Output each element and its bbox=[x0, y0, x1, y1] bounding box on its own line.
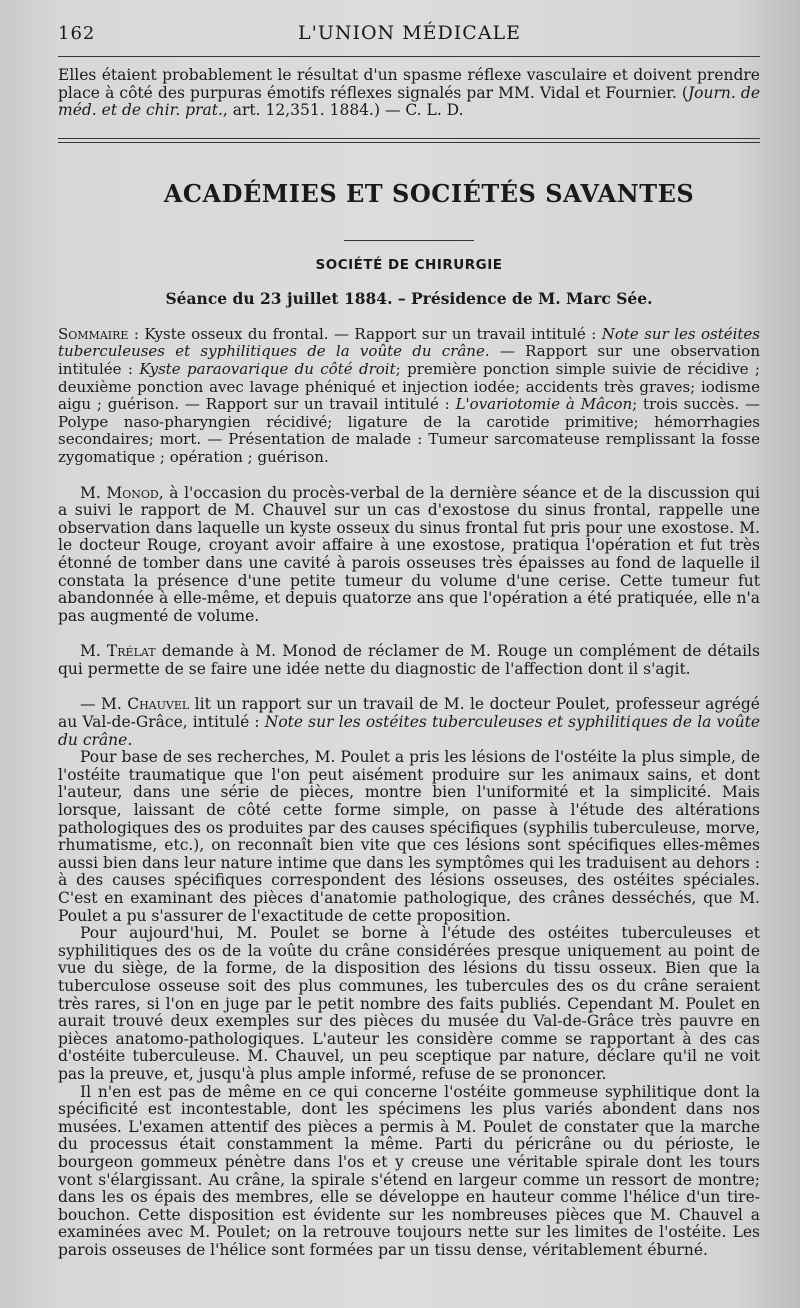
summary-title-2: Kyste paraovarique du côté droit bbox=[139, 359, 396, 378]
poulet-research-paragraph: Pour base de ses recherches, M. Poulet a pris les lésions de l'ostéite la plus simple, de l'ostéite traumatique que l'on peut aisément produire sur les animaux sains, et dont l'auteur, dans une série de pièces, montre bien l'uniformité et la simplicité. Mais lorsque, laissant de côté cette forme simple, on passe à l'étude des altérations pathologiques des os produites par des causes spécifiques (syphilis tuberculeuse, morve, rhumatisme, etc.), on reconnaît bien vite que ces lésions sont spécifiques elles-mêmes aussi bien dans leur nature intime que dans les symptômes qui les traduisent au dehors : à des causes spécifiques correspondent des lésions osseuses, des ostéites spéciales. C'est en examinant des pièces d'anatomie pathologique, des crânes desséchés, que M. Poulet a pu s'assurer de l'exactitude de cette proposition. bbox=[58, 748, 760, 925]
tuberculous-osteitis-paragraph: Pour aujourd'hui, M. Poulet se borne à l'étude des ostéites tuberculeuses et syphilitiques des os de la voûte du crâne considérées presque uniquement au point de vue du siège, de la forme, de la disposition des lésions du tissu osseux. Bien que la tuberculose osseuse soit des plus communes, les tubercules des os du crâne seraient très rares, si l'on en juge par le petit nombre des faits publiés. Cependant M. Poulet en aurait trouvé deux exemples sur des pièces du musée du Val-de-Grâce très pauvre en pièces anatomo-pathologiques. L'auteur les considère comme se rapportant à des cas d'ostéite tuberculeuse. M. Chauvel, un peu sceptique par nature, déclare qu'il ne voit pas la preuve, et, jusqu'à plus ample informé, refuse de se prononcer. bbox=[58, 924, 760, 1083]
title-rule bbox=[344, 240, 474, 241]
monod-paragraph bbox=[58, 485, 760, 626]
chauvel-end: . bbox=[127, 730, 133, 749]
session-heading: Séance du 23 juillet 1884. – Présidence de M. Marc Sée. bbox=[165, 288, 653, 308]
speaker-monod: M. Monod bbox=[80, 483, 159, 502]
summary-part-4: ; trois succès. — Polype naso-pharyngien récidivé; ligature de la carotide primitive; hémorrhagies secondaires; mort. — Présentation de malade : Tumeur sarcomateuse remplissant la fosse zygomatique ; opération ; guérison. bbox=[58, 395, 760, 466]
speaker-trelat: M. Trélat bbox=[80, 642, 156, 661]
society-heading: SOCIÉTÉ DE CHIRURGIE bbox=[315, 256, 503, 273]
summary-title-1: Note sur les ostéites tuberculeuses et syphilitiques de la voûte du crâne bbox=[58, 324, 760, 361]
intro-paragraph bbox=[58, 67, 760, 120]
trelat-paragraph bbox=[58, 643, 760, 678]
summary-paragraph bbox=[58, 326, 760, 467]
monod-text: , à l'occasion du procès-verbal de la dernière séance et de la discussion qui a suivi le rapport de M. Chauvel sur un cas d'exostose du sinus frontal, rappelle une observation dans laquelle un kyste osseux du sinus frontal fut pris pour une exostose. M. le docteur Rouge, croyant avoir affaire à une exostose, pratiqua l'opération et fut très étonné de tomber dans une cavité à parois osseuses très épaisses au fond de laquelle il constata la présence d'une petite tumeur du volume d'une cerise. Cette tumeur fut abandonnée à elle-même, et depuis quatorze ans que l'opération a été pratiquée, elle n'a pas augmenté de volume. bbox=[58, 483, 760, 625]
trelat-text: demande à M. Monod de réclamer de M. Rouge un complément de détails qui permette de se faire une idée nette du diagnostic de l'affection dont il s'agit. bbox=[58, 642, 760, 678]
chauvel-title: Note sur les ostéites tuberculeuses et syphilitiques de la voûte du crâne bbox=[58, 713, 760, 749]
summary-part-2: . — Rapport sur une observation intitulée : bbox=[58, 342, 760, 378]
intro-citation: Journ. de méd. et de chir. prat. bbox=[58, 83, 760, 120]
summary-title-3: L'ovariotomie à Mâcon bbox=[455, 395, 633, 414]
syphilitic-osteitis-paragraph: Il n'en est pas de même en ce qui concerne l'ostéite gommeuse syphilitique dont la spécificité est incontestable, dont les spécimens les plus variés abondent dans nos musées. L'examen attentif des pièces a permis à M. Poulet de constater que la marche du processus était constamment la même. Parti du péricrâne ou du périoste, le bourgeon gommeux pénètre dans l'os et y creuse une véritable spirale dont les tours vont s'élargissant. Au crâne, la spirale s'étend en largeur comme un ressort de montre; dans les os épais des membres, elle se développe en hauteur comme l'hélice d'un tire-bouchon. Cette disposition est évidente sur les nombreuses pièces que M. Chauvel a examinées avec M. Poulet; on la retrouve toujours nette sur les limites de l'ostéite. Les parois osseuses de l'hélice sont formées par un tissu dense, véritablement éburné. bbox=[58, 1082, 760, 1259]
summary-part-3: ; première ponction simple suivie de récidive ; deuxième ponction avec lavage phéniqué et injection iodée; accidents très graves; iodisme aigu ; guérison. — Rapport sur un travail intitulé : bbox=[58, 359, 760, 414]
summary-part-1: : Kyste osseux du frontal. — Rapport sur un travail intitulé : bbox=[128, 324, 602, 343]
divider-rule-top bbox=[58, 138, 760, 139]
header-rule bbox=[58, 56, 760, 57]
summary-label: Sommaire bbox=[58, 324, 129, 343]
chauvel-text: lit un rapport sur un travail de M. le docteur Poulet, professeur agrégé au Val-de-Grâce, intitulé : bbox=[58, 695, 760, 732]
speaker-chauvel: M. Chauvel bbox=[100, 695, 190, 714]
journal-title: L'UNION MÉDICALE bbox=[298, 22, 522, 44]
chauvel-dash: — bbox=[80, 695, 101, 714]
intro-text: Elles étaient probablement le résultat d'un spasme réflexe vasculaire et doivent prendre place à côté des purpuras émotifs réflexes signalés par MM. Vidal et Fournier. ( bbox=[58, 66, 760, 102]
running-head bbox=[58, 22, 760, 56]
section-title: ACADÉMIES ET SOCIÉTÉS SAVANTES bbox=[163, 178, 695, 208]
page-number: 162 bbox=[58, 23, 96, 44]
divider-rule-bottom bbox=[58, 142, 760, 143]
intro-citation-rest: , art. 12,351. 1884.) — C. L. D. bbox=[222, 101, 464, 120]
chauvel-paragraph bbox=[58, 696, 760, 749]
